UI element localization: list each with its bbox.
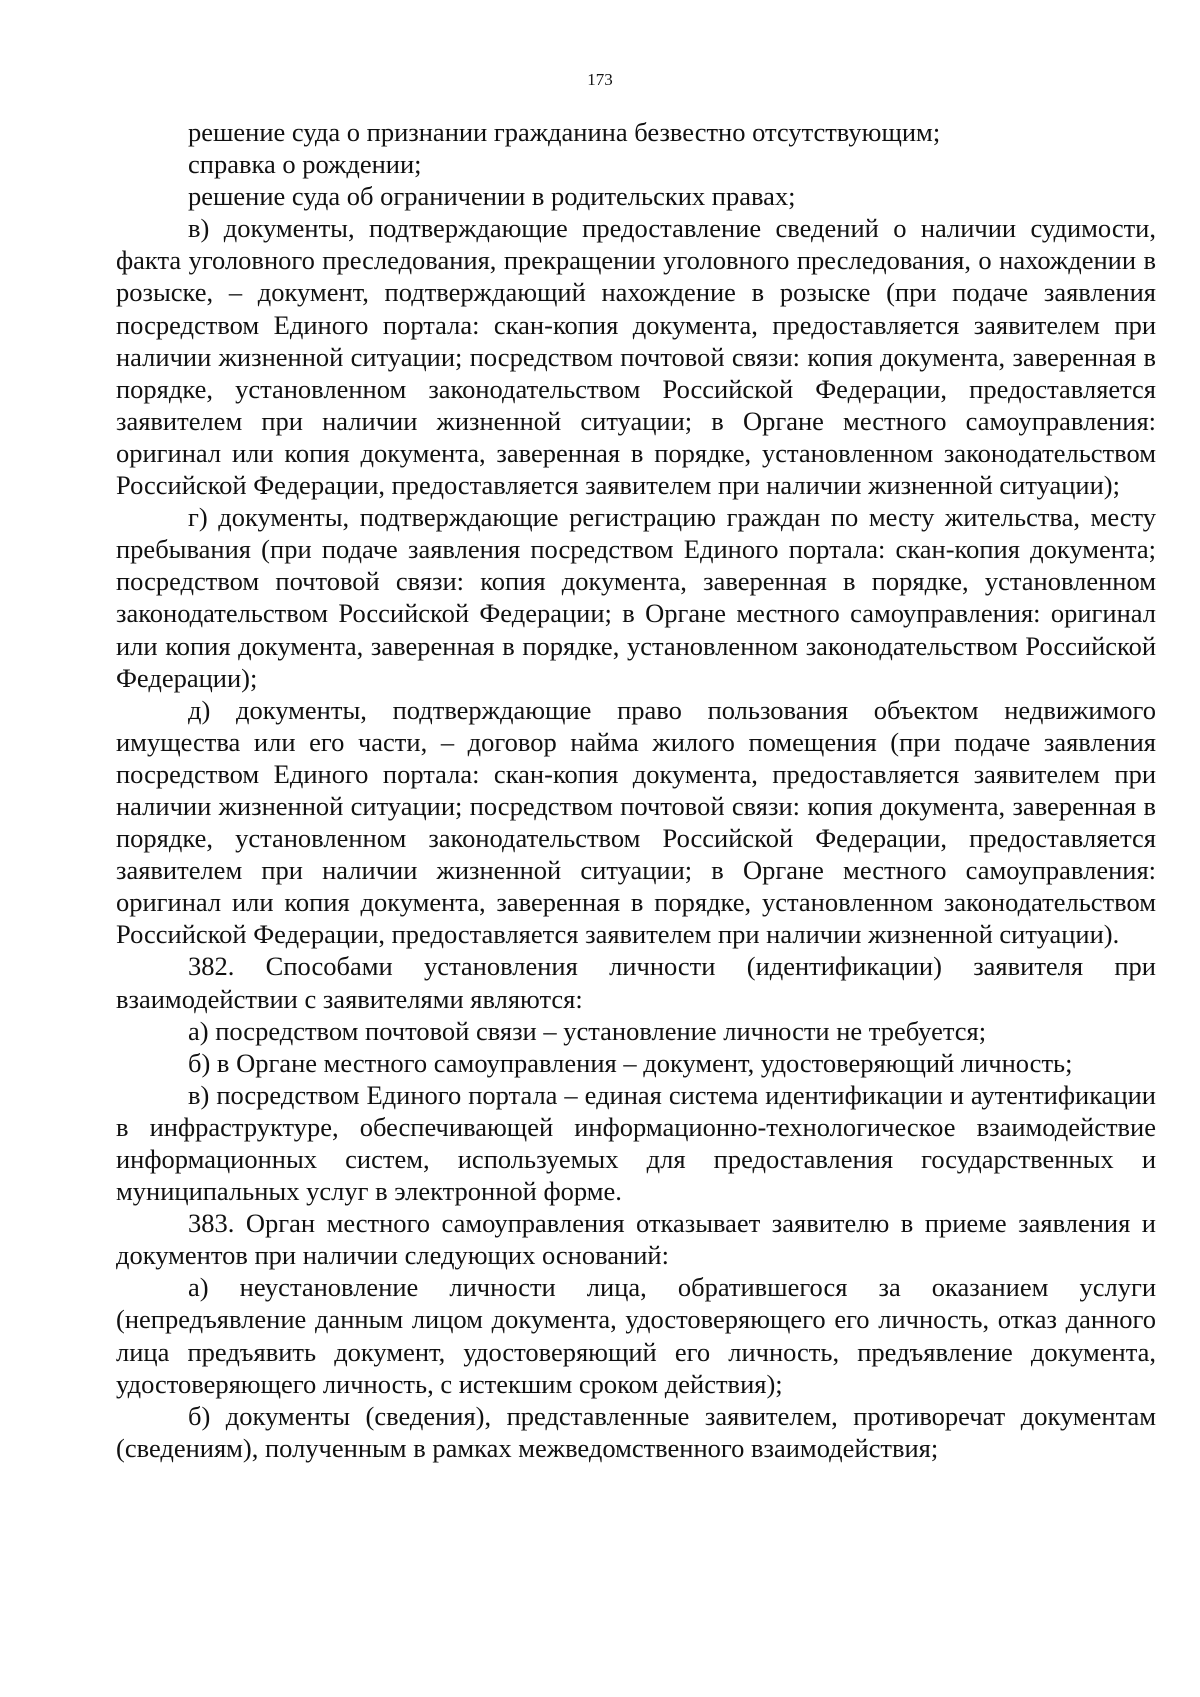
paragraph-decision-missing-person: решение суда о признании гражданина безвестно отсутствующим;	[188, 117, 941, 147]
document-body	[116, 116, 1156, 1464]
paragraph-383-refusal-grounds: 383. Орган местного самоуправления отказывает заявителю в приеме заявления и документов при наличии следующих оснований:	[116, 1208, 1156, 1271]
paragraph-382-a: а) посредством почтовой связи – установление личности не требуется;	[188, 1015, 987, 1046]
paragraph-item-v-criminal-record: в) документы, подтверждающие предоставление сведений о наличии судимости, факта уголовного преследования, прекращении уголовного преследования, о нахождении в розыске, – документ, подтверждающий нахождение в розыске (при подаче заявления посредством Единого портала: скан-копия документа, предоставляется заявителем при наличии жизненной ситуации; посредством почтовой связи: копия документа, заверенная в порядке, установленном законодательством Российской Федерации, предоставляется заявителем при наличии жизненной ситуации; в Органе местного самоуправления: оригинал или копия документа, заверенная в порядке, установленном законодательством Российской Федерации, предоставляется заявителем при наличии жизненной ситуации);	[116, 213, 1156, 501]
paragraph-birth-certificate: справка о рождении;	[188, 149, 422, 180]
paragraph-item-d-property-use: д) документы, подтверждающие право пользования объектом недвижимого имущества или его части, – договор найма жилого помещения (при подаче заявления посредством Единого портала: скан-копия документа, предоставляется заявителем при наличии жизненной ситуации; посредством почтовой связи: копия документа, заверенная в порядке, установленном законодательством Российской Федерации, предоставляется заявителем при наличии жизненной ситуации; в Органе местного самоуправления: оригинал или копия документа, заверенная в порядке, установленном законодательством Российской Федерации, предоставляется заявителем при наличии жизненной ситуации).	[116, 694, 1156, 950]
paragraph-382-v: в) посредством Единого портала – единая система идентификации и аутентификации в инфраструктуре, обеспечивающей информационно-технологическое взаимодействие информационных систем, используемых для предоставления государственных и муниципальных услуг в электронной форме.	[116, 1079, 1156, 1207]
paragraph-item-g-registration: г) документы, подтверждающие регистрацию граждан по месту жительства, месту пребывания (при подаче заявления посредством Единого портала: скан-копия документа; посредством почтовой связи: копия документа, заверенная в порядке, установленном законодательством Российской Федерации; в Органе местного самоуправления: оригинал или копия документа, заверенная в порядке, установленном законодательством Российской Федерации);	[116, 502, 1156, 693]
paragraph-382-identification-methods: 382. Способами установления личности (идентификации) заявителя при взаимодействии с заявителями являются:	[116, 951, 1156, 1014]
paragraph-383-a: а) неустановление личности лица, обратившегося за оказанием услуги (непредъявление данным лицом документа, удостоверяющего его личность, отказ данного лица предъявить документ, удостоверяющий его личность, предъявление документа, удостоверяющего личность, с истекшим сроком действия);	[116, 1272, 1156, 1399]
paragraph-decision-parental-rights: решение суда об ограничении в родительских правах;	[188, 181, 796, 212]
page-number: 173	[587, 70, 613, 89]
paragraph-383-b: б) документы (сведения), представленные заявителем, противоречат документам (сведениям), полученным в рамках межведомственного взаимодействия;	[116, 1400, 1156, 1463]
paragraph-382-b: б) в Органе местного самоуправления – документ, удостоверяющий личность;	[188, 1047, 1073, 1078]
